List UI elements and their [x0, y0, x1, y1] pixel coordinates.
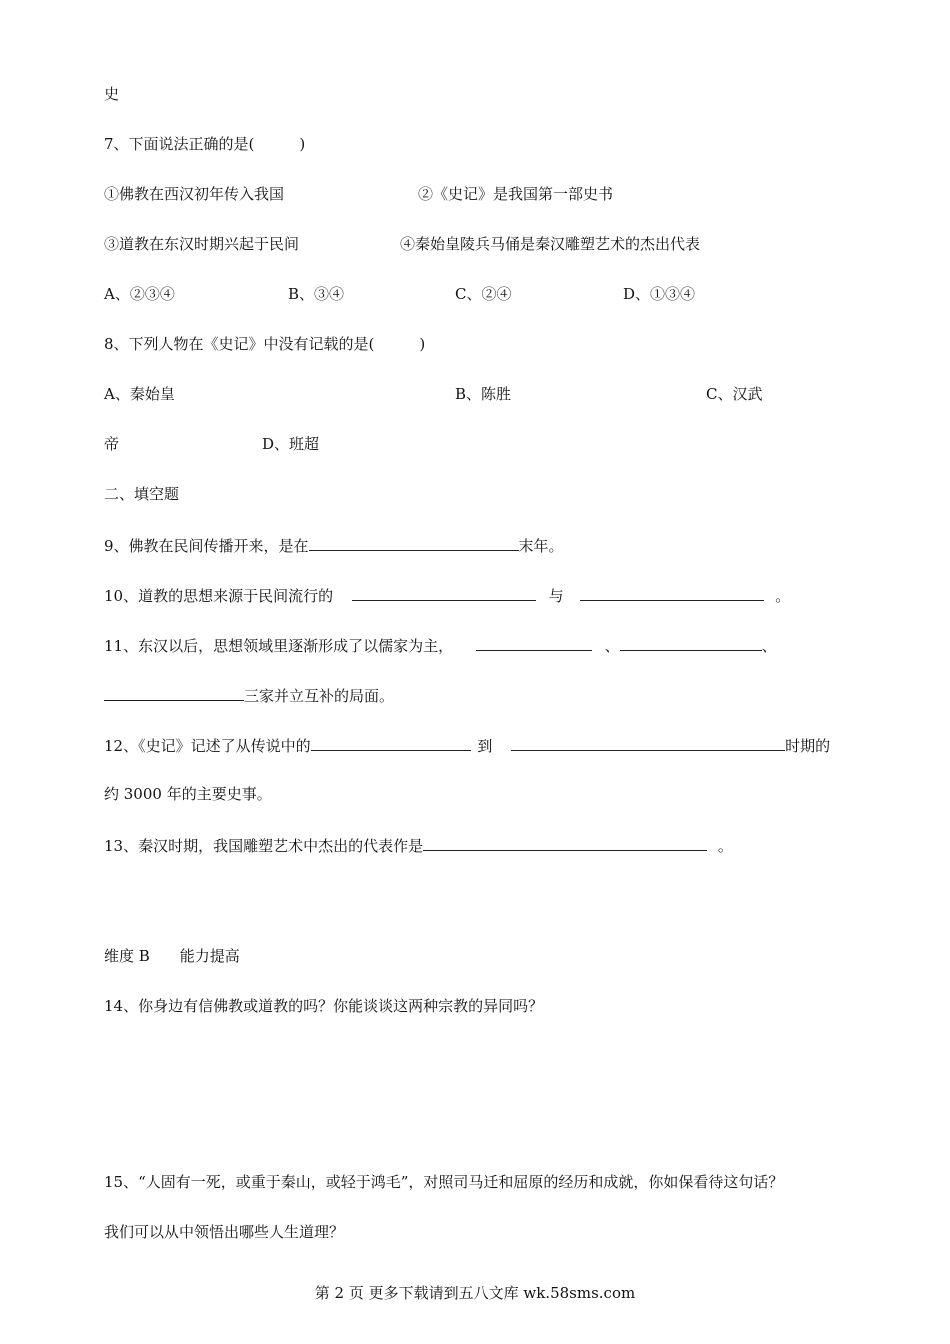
question-11-cont [104, 684, 394, 706]
q10-connector: 与 [548, 587, 564, 605]
answer-blank[interactable] [580, 584, 764, 601]
question-15: 15、“人固有一死，或重于秦山，或轻于鸿毛”，对照司马迁和屈原的经历和成就，你如保看待这句话？ [104, 1173, 784, 1191]
q8-option-b: B、陈胜 [455, 385, 512, 403]
q8-option-c-cont: 帝 [104, 435, 120, 453]
q8-option-d: D、班超 [262, 435, 320, 453]
q11-text: 11、东汉以后，思想领域里逐渐形成了以儒家为主， [104, 637, 454, 655]
question-11 [104, 634, 777, 656]
q7-statement-3: ③道教在东汉时期兴起于民间 [104, 235, 300, 253]
question-9 [104, 534, 564, 556]
q11-separator: 、 [604, 637, 620, 655]
q11-separator: 、 [761, 637, 777, 655]
question-10 [104, 584, 790, 606]
q7-option-a: A、②③④ [104, 285, 175, 303]
q12-text: 12、《史记》记述了从传说中的 [104, 737, 311, 755]
q13-text-end: 。 [717, 837, 733, 855]
q7-statement-2: ②《史记》是我国第一部史书 [418, 185, 614, 203]
q7-option-b: B、③④ [288, 285, 345, 303]
q10-text-end: 。 [775, 587, 791, 605]
q11-text-end: 三家并立互补的局面。 [244, 687, 395, 705]
q7-option-d: D、①③④ [623, 285, 696, 303]
question-13 [104, 834, 733, 856]
q7-option-c: C、②④ [455, 285, 512, 303]
q7-statement-4: ④秦始皇陵兵马俑是秦汉雕塑艺术的杰出代表 [400, 235, 701, 253]
answer-blank[interactable] [309, 534, 519, 551]
q9-text: 9、佛教在民间传播开来，是在 [104, 537, 309, 555]
q12-text-end: 时期的 [785, 737, 831, 755]
question-14: 14、你身边有信佛教或道教的吗？你能谈谈这两种宗教的异同吗？ [104, 997, 544, 1015]
q9-text-end: 末年。 [518, 537, 564, 555]
answer-blank[interactable] [423, 834, 707, 851]
q8-option-a: A、秦始皇 [104, 385, 175, 403]
answer-blank[interactable] [511, 734, 785, 751]
q12-connector: 到 [477, 737, 493, 755]
question-7: 7、下面说法正确的是( ) [104, 135, 306, 153]
q13-text: 13、秦汉时期，我国雕塑艺术中杰出的代表作是 [104, 837, 424, 855]
q10-text: 10、道教的思想来源于民间流行的 [104, 587, 334, 605]
question-12-cont: 约 3000 年的主要史事。 [104, 785, 272, 803]
answer-blank[interactable] [620, 634, 762, 651]
question-8: 8、下列人物在《史记》中没有记载的是( ) [104, 335, 426, 353]
q7-statement-1: ①佛教在西汉初年传入我国 [104, 185, 285, 203]
answer-blank[interactable] [311, 734, 471, 751]
answer-blank[interactable] [104, 684, 244, 701]
section-heading-fill-in: 二、填空题 [104, 485, 180, 503]
answer-blank[interactable] [352, 584, 536, 601]
page-footer: 第 2 页 更多下载请到五八文库 wk.58sms.com [314, 1284, 636, 1302]
text-line: 史 [104, 85, 120, 103]
section-heading-dimension-b: 维度 B 能力提高 [104, 947, 240, 965]
answer-blank[interactable] [476, 634, 592, 651]
q8-option-c: C、汉武 [706, 385, 763, 403]
question-15-cont: 我们可以从中领悟出哪些人生道理？ [104, 1223, 345, 1241]
question-12 [104, 734, 830, 756]
